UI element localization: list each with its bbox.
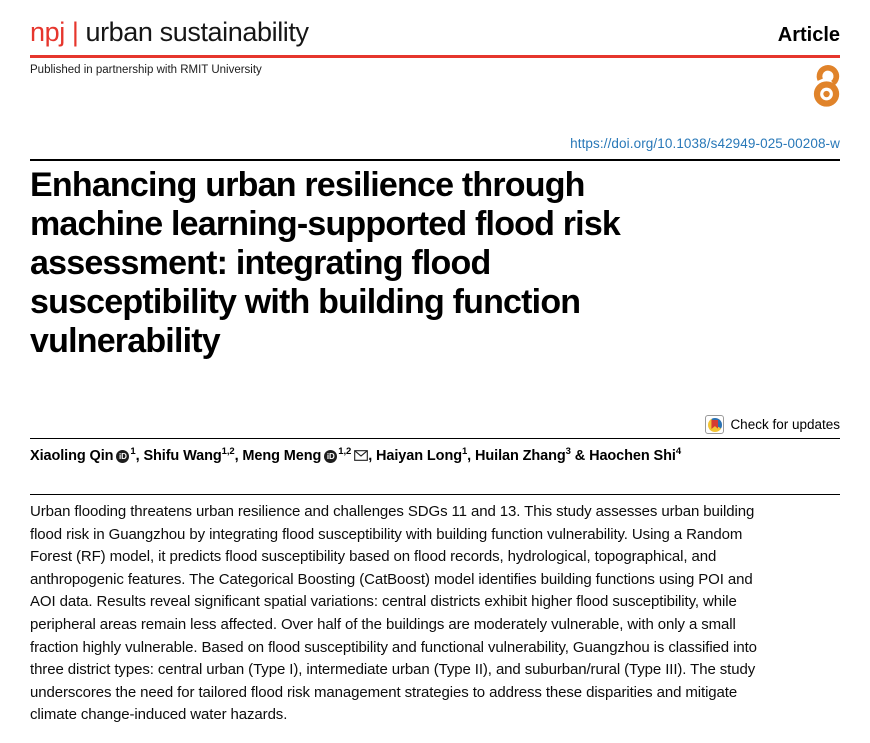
orcid-icon[interactable]: iD: [116, 450, 129, 463]
title-line: vulnerability: [30, 322, 220, 360]
title-line: machine learning-supported flood risk: [30, 205, 621, 243]
author-name: Haochen Shi: [589, 447, 676, 464]
author-name: Meng Meng: [242, 447, 322, 464]
check-for-updates-label: Check for updates: [730, 417, 840, 432]
author: [242, 448, 376, 464]
author-separator: ,: [234, 447, 243, 464]
orcid-icon[interactable]: iD: [324, 450, 337, 463]
article-type-label: Article: [777, 24, 840, 46]
check-for-updates-button[interactable]: [705, 415, 840, 434]
author: [475, 448, 589, 464]
author: [589, 448, 681, 464]
author: [376, 448, 475, 464]
author-name: Shifu Wang: [143, 447, 222, 464]
masthead-rule: [30, 55, 840, 58]
crossmark-icon: [705, 415, 724, 434]
title-line: assessment: integrating flood: [30, 244, 491, 282]
author: [30, 448, 143, 464]
title-line: Enhancing urban resilience through: [30, 166, 585, 204]
article-title: [30, 166, 620, 361]
author-separator: ,: [368, 447, 377, 464]
authors-top-rule: [30, 438, 840, 439]
doi-link[interactable]: https://doi.org/10.1038/s42949-025-00208-w: [570, 136, 840, 151]
author-separator: &: [570, 447, 590, 464]
open-access-icon: [810, 64, 844, 109]
author-affiliations: 1: [130, 446, 136, 457]
author-affiliations: 1,2: [338, 446, 352, 457]
author-separator: ,: [135, 447, 144, 464]
journal-logo: [30, 17, 309, 48]
author-affiliations: 4: [675, 446, 681, 457]
author-affiliations: 3: [565, 446, 571, 457]
author-affiliations: 1: [461, 446, 468, 457]
authors-bottom-rule: [30, 494, 840, 495]
author: [143, 448, 242, 464]
author-name: Haiyan Long: [376, 447, 462, 464]
journal-logo-separator: |: [71, 17, 79, 47]
authors-line: [30, 446, 681, 465]
author-name: Xiaoling Qin: [30, 447, 114, 464]
partnership-note: Published in partnership with RMIT University: [30, 64, 262, 76]
title-line: susceptibility with building function: [30, 283, 581, 321]
journal-logo-name: urban sustainability: [85, 17, 309, 47]
author-affiliations: 1,2: [221, 446, 235, 457]
author-separator: ,: [467, 447, 476, 464]
abstract-text: Urban flooding threatens urban resilience and challenges SDGs 11 and 13. This study assesses urban building flood risk in Guangzhou by integrating flood susceptibility with building function vulnerability. Using a Random Forest (RF) model, it predicts flood susceptibility based on flood records, hydrological, topographical, and anthropogenic features. The Categorical Boosting (CatBoost) model identifies building functions using POI and AOI data. Results reveal significant spatial variations: central districts exhibit higher flood susceptibility, while peripheral areas remain less affected. Over half of the buildings are moderately vulnerable, with only a small fraction highly vulnerable. Based on flood susceptibility and functional vulnerability, Guangzhou is classified into three district types: central urban (Type I), intermediate urban (Type II), and suburban/rural (Type III). The study underscores the need for tailored flood risk management strategies to address these disparities and mitigate climate change-induced water hazards.: [30, 503, 757, 724]
email-icon[interactable]: [354, 449, 368, 465]
journal-logo-prefix: npj: [30, 17, 65, 47]
title-top-rule: [30, 159, 840, 161]
author-name: Huilan Zhang: [475, 447, 566, 464]
